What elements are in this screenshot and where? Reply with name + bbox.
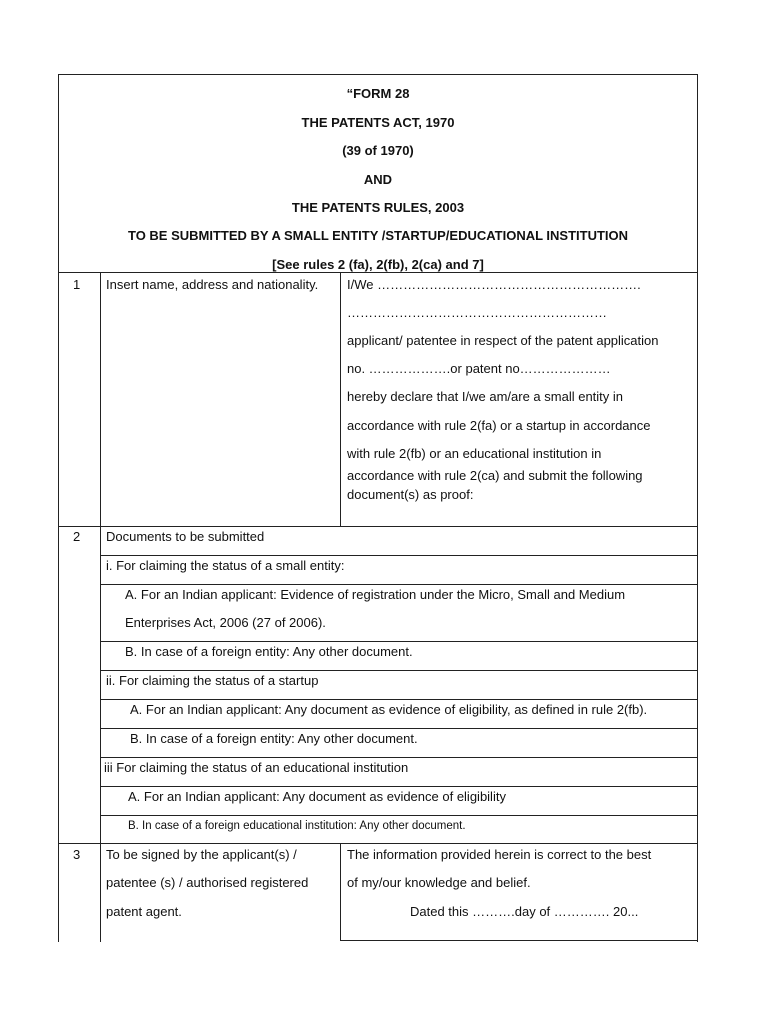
small-entity-heading-border bbox=[100, 584, 698, 585]
number-column-border bbox=[100, 272, 101, 942]
declaration-line: hereby declare that I/we am/are a small entity in bbox=[347, 389, 624, 404]
declaration-line: accordance with rule 2(ca) and submit the following bbox=[347, 468, 643, 483]
correctness-declaration: The information provided herein is correct to the best bbox=[347, 847, 652, 862]
startup-heading-border bbox=[100, 699, 698, 700]
row-number: 1 bbox=[73, 277, 81, 292]
conjunction-text: AND bbox=[363, 172, 393, 187]
small-entity-heading: i. For claiming the status of a small entity: bbox=[106, 558, 345, 573]
declaration-line: applicant/ patentee in respect of the patent application bbox=[347, 333, 659, 348]
row2-bottom-border bbox=[58, 843, 698, 844]
row3-signature-bottom-border bbox=[340, 940, 698, 941]
startup-foreign-border bbox=[100, 757, 698, 758]
signature-instruction-line: patentee (s) / authorised registered bbox=[106, 875, 309, 890]
small-entity-foreign-border bbox=[100, 670, 698, 671]
dated-line: Dated this ……….day of …………. 20... bbox=[410, 904, 639, 919]
educational-foreign: B. In case of a foreign educational institution: Any other document. bbox=[128, 820, 466, 832]
declaration-line: document(s) as proof: bbox=[347, 487, 474, 502]
table-top-border bbox=[58, 74, 698, 75]
declaration-line: accordance with rule 2(fa) or a startup in accordance bbox=[347, 418, 651, 433]
educational-indian: A. For an Indian applicant: Any document as evidence of eligibility bbox=[128, 789, 506, 804]
row1-bottom-border bbox=[58, 526, 698, 527]
small-entity-indian-line: Enterprises Act, 2006 (27 of 2006). bbox=[125, 615, 326, 630]
declaration-line: no. ……………….or patent no………………… bbox=[347, 361, 611, 376]
act-number: (39 of 1970) bbox=[342, 143, 414, 158]
educational-heading-border bbox=[100, 786, 698, 787]
signature-instruction-line: To be signed by the applicant(s) / bbox=[106, 847, 297, 862]
rules-title: THE PATENTS RULES, 2003 bbox=[291, 200, 465, 215]
correctness-declaration: of my/our knowledge and belief. bbox=[347, 875, 531, 890]
form-title: “FORM 28 bbox=[346, 86, 410, 101]
startup-heading: ii. For claiming the status of a startup bbox=[106, 673, 319, 688]
declaration-line: I/We ……………………………………………………. bbox=[347, 277, 641, 292]
row3-middle-border bbox=[340, 843, 341, 941]
declaration-line: with rule 2(fb) or an educational institution in bbox=[347, 446, 602, 461]
small-entity-indian-line: A. For an Indian applicant: Evidence of registration under the Micro, Small and Medium bbox=[125, 587, 626, 602]
signature-instruction-line: patent agent. bbox=[106, 904, 182, 919]
educational-indian-border bbox=[100, 815, 698, 816]
row-number: 2 bbox=[73, 529, 81, 544]
act-title: THE PATENTS ACT, 1970 bbox=[301, 115, 455, 130]
educational-heading: iii For claiming the status of an educational institution bbox=[104, 760, 409, 775]
small-entity-foreign: B. In case of a foreign entity: Any other document. bbox=[125, 644, 413, 659]
startup-indian-border bbox=[100, 728, 698, 729]
small-entity-indian-border bbox=[100, 641, 698, 642]
documents-heading: Documents to be submitted bbox=[106, 529, 265, 544]
declaration-line: …………………………………………………… bbox=[347, 305, 607, 320]
submitted-by-heading: TO BE SUBMITTED BY A SMALL ENTITY /STARTUP/EDUCATIONAL INSTITUTION bbox=[127, 228, 629, 243]
startup-indian: A. For an Indian applicant: Any document as evidence of eligibility, as defined in rule 2(fb). bbox=[130, 702, 648, 717]
row1-middle-border bbox=[340, 272, 341, 527]
row1-instruction: Insert name, address and nationality. bbox=[106, 277, 319, 292]
row2-heading-border bbox=[100, 555, 698, 556]
row-number: 3 bbox=[73, 847, 81, 862]
startup-foreign: B. In case of a foreign entity: Any other document. bbox=[130, 731, 418, 746]
see-rules-reference: [See rules 2 (fa), 2(fb), 2(ca) and 7] bbox=[272, 257, 484, 272]
